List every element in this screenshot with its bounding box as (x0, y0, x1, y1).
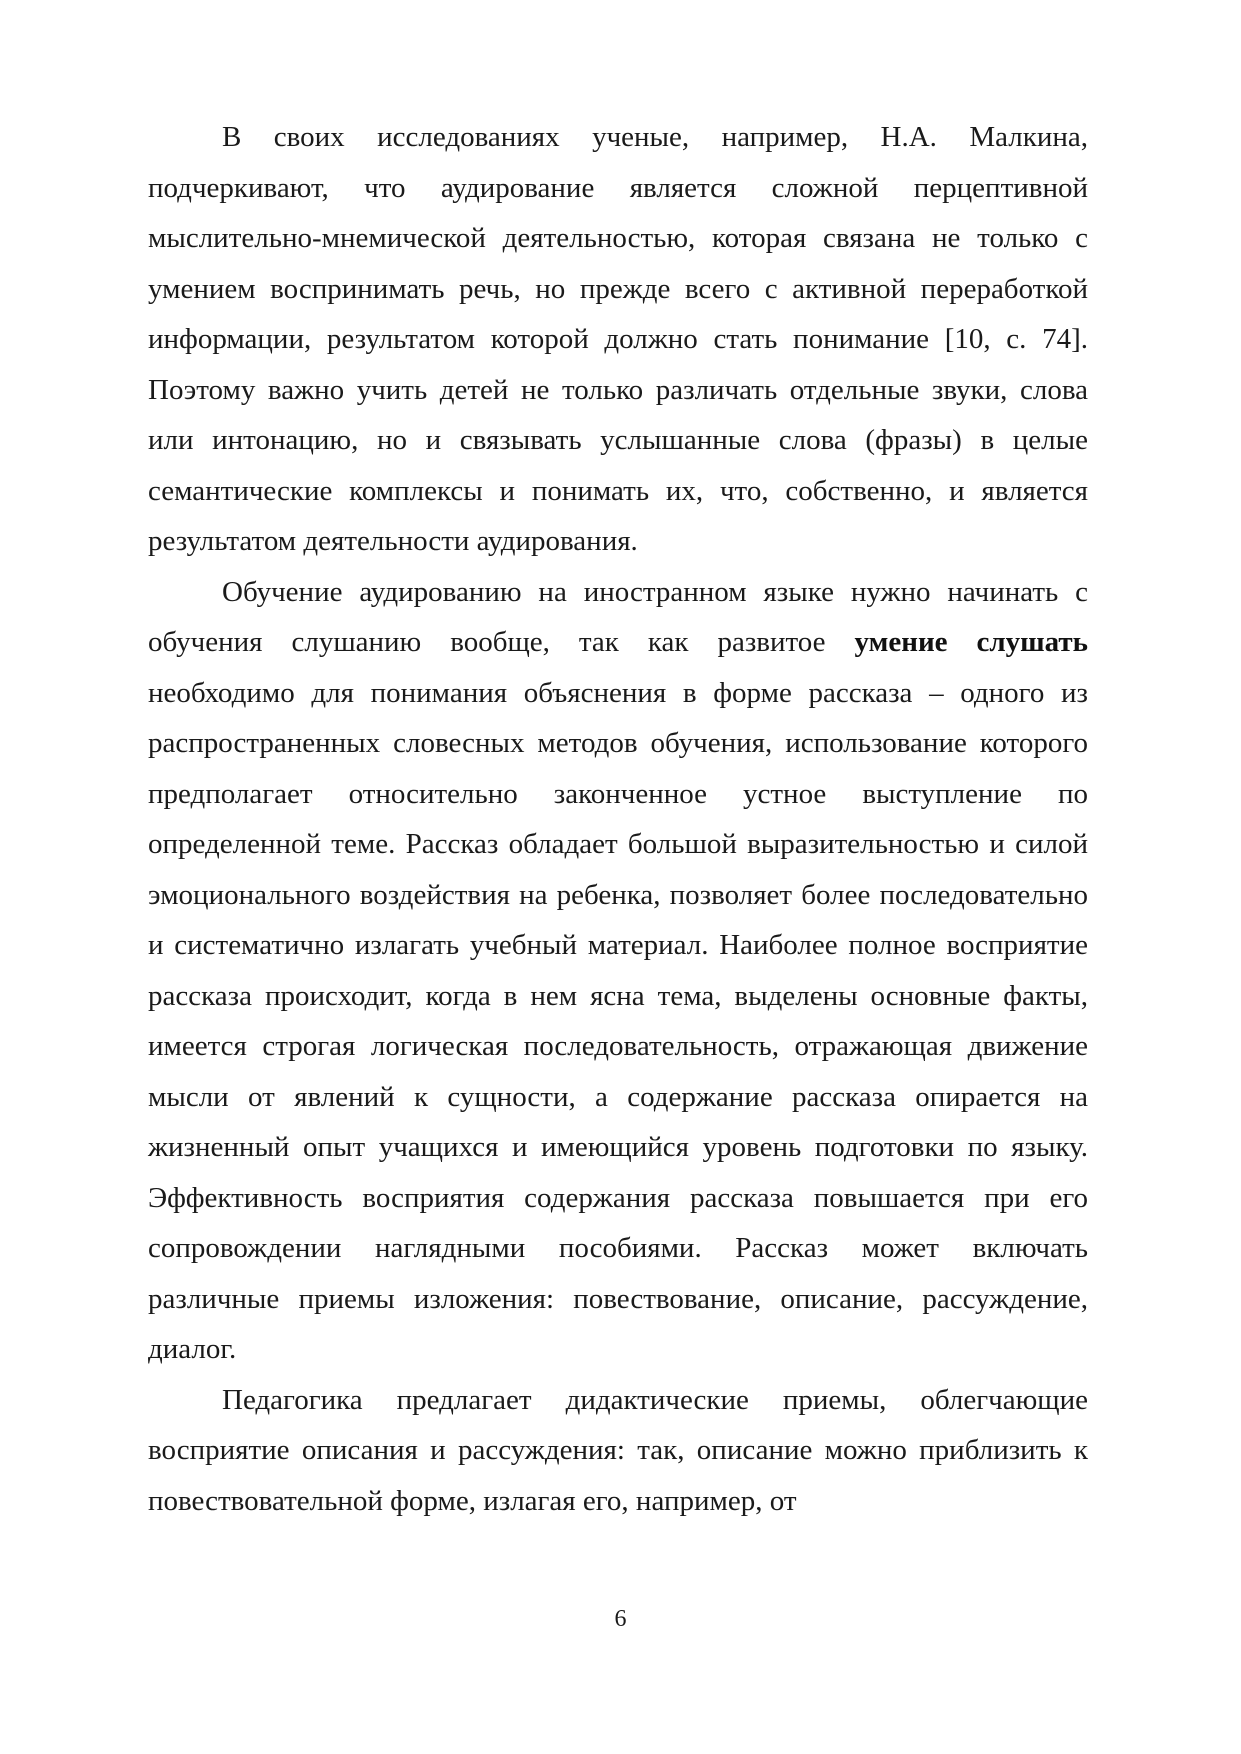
paragraph-2-start: Обучение аудированию на иностранном языке нужно начинать с обучения слушанию вообще, так как развитое (148, 575, 1088, 658)
paragraph-3: Педагогика предлагает дидактические приемы, облегчающие восприятие описания и рассуждения: так, описание можно приблизить к повествовательной форме, излагая его, например, от (148, 1383, 1088, 1517)
body-text (148, 112, 1088, 1526)
paragraph-1: В своих исследованиях ученые, например, Н.А. Малкина, подчеркивают, что аудирование является сложной перцептивной мыслительно-мнемической деятельностью, которая связана не только с умением воспринимать речь, но прежде всего с активной переработкой информации, результатом которой должно стать понимание [10, с. 74]. Поэтому важно учить детей не только различать отдельные звуки, слова или интонацию, но и связывать услышанные слова (фразы) в целые семантические комплексы и понимать их, что, собственно, и является результатом деятельности аудирования. (148, 121, 1088, 557)
paragraph-2-end: необходимо для понимания объяснения в форме рассказа – одного из распространенных словесных методов обучения, использование которого предполагает относительно законченное устное выступление по определенной теме. Рассказ обладает большой выразительностью и силой эмоционального воздействия на ребенка, позволяет более последовательно и систематично излагать учебный материал. Наиболее полное восприятие рассказа происходит, когда в нем ясна тема, выделены основные факты, имеется строгая логическая последовательность, отражающая движение мысли от явлений к сущности, а содержание рассказа опирается на жизненный опыт учащихся и имеющийся уровень подготовки по языку. Эффективность восприятия содержания рассказа повышается при его сопровождении наглядными пособиями. Рассказ может включать различные приемы изложения: повествование, описание, рассуждение, диалог. (148, 676, 1088, 1365)
paragraph-2 (148, 567, 1088, 1375)
page-number: 6 (614, 1606, 627, 1632)
bold-term-listening-skill: умение слушать (854, 626, 1088, 658)
